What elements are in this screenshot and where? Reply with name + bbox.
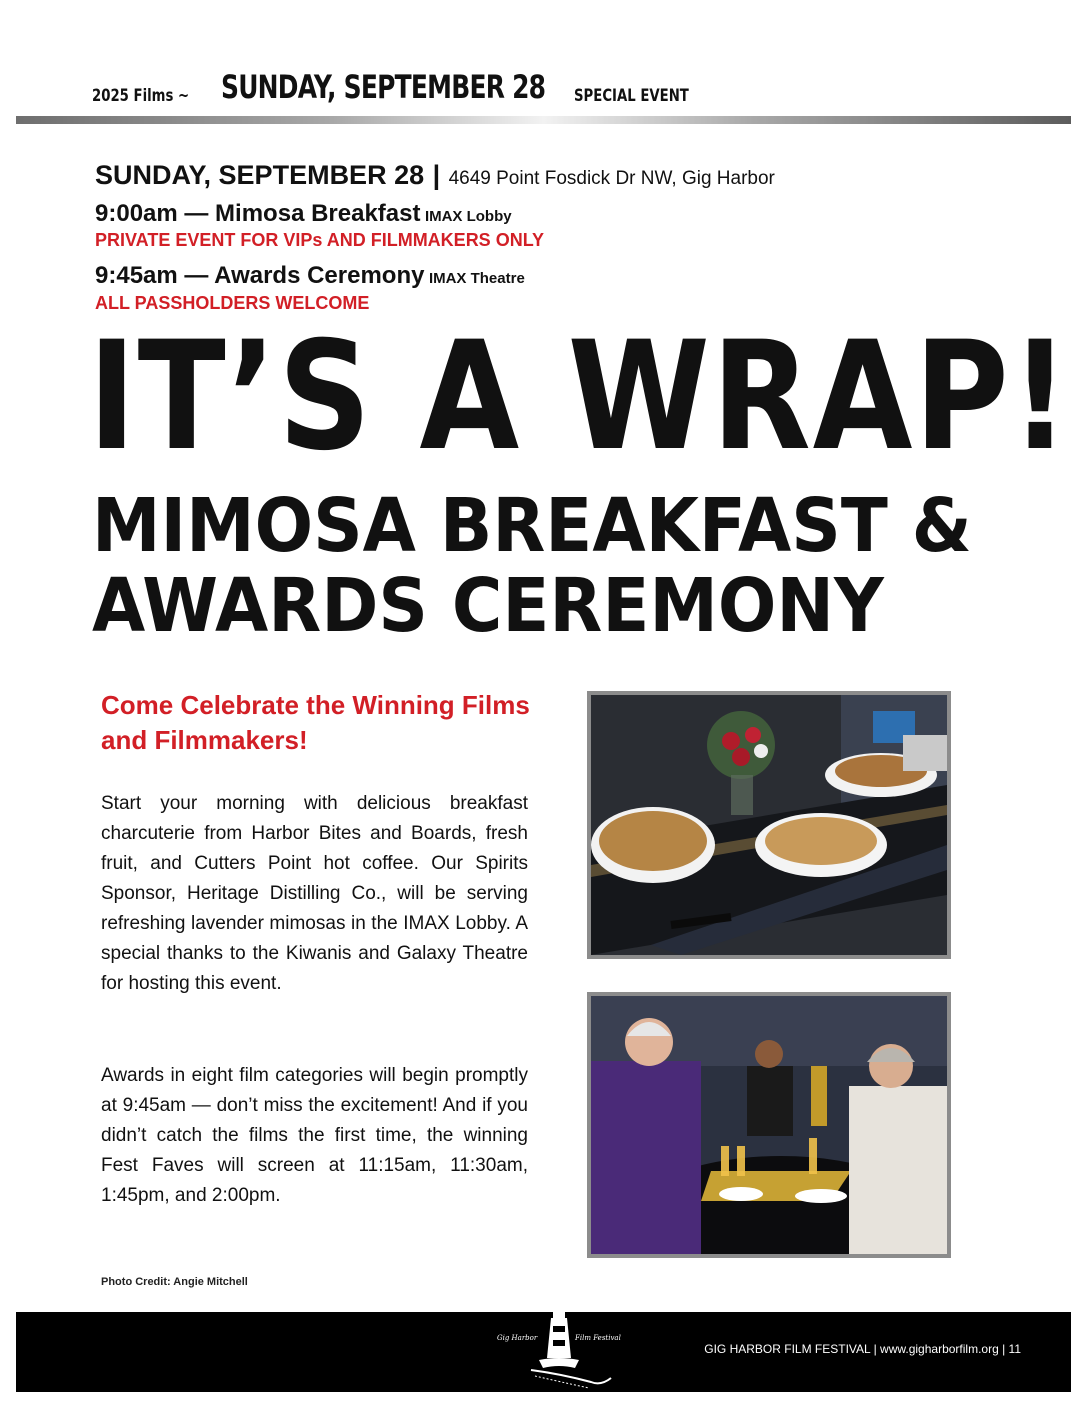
logo-text-right: Film Festival <box>575 1334 621 1342</box>
header-date: SUNDAY, SEPTEMBER 28 <box>220 68 545 106</box>
subtitle-line-2: AWARDS CEREMONY <box>92 563 884 649</box>
paragraph-awards: Awards in eight film categories will begin promptly at 9:45am — don’t miss the excitement! And if you didn’t catch the films the first time, the winning Fest Faves will screen at 11:15am, 11:30am, 1:45pm, and 2:00pm. <box>101 1065 528 1206</box>
page-footer <box>16 1312 1071 1392</box>
footer-text: GIG HARBOR FILM FESTIVAL | www.gigharborfilm.org | 11 <box>704 1342 1021 1356</box>
breakfast-table-photo <box>587 691 951 959</box>
festival-logo <box>491 1312 621 1392</box>
schedule-note-awards: ALL PASSHOLDERS WELCOME <box>95 293 370 313</box>
celebrate-heading: Come Celebrate the Winning Films and Filmmakers! <box>101 690 530 755</box>
header-films-label: 2025 Films ~ <box>92 86 190 106</box>
subtitle <box>92 483 972 649</box>
logo-text-left: Gig Harbor <box>497 1334 538 1342</box>
schedule-location: IMAX Theatre <box>428 270 525 287</box>
schedule-time-title: 9:45am — Awards Ceremony <box>95 262 425 289</box>
event-date-line <box>95 160 775 191</box>
schedule-note-breakfast: PRIVATE EVENT FOR VIPs AND FILMMAKERS ONLY <box>95 230 545 250</box>
guests-photo <box>587 992 951 1258</box>
breakfast-table-image <box>591 695 947 955</box>
schedule-location: IMAX Lobby <box>424 208 512 225</box>
schedule-item-awards <box>95 262 525 290</box>
guests-image <box>591 996 947 1254</box>
header-rule <box>16 116 1071 124</box>
schedule-time-title: 9:00am — Mimosa Breakfast <box>95 200 421 227</box>
event-address: 4649 Point Fosdick Dr NW, Gig Harbor <box>448 168 775 189</box>
event-date: SUNDAY, SEPTEMBER 28 <box>95 160 425 190</box>
main-title: IT’S A WRAP! <box>88 310 1072 484</box>
paragraph-breakfast: Start your morning with delicious breakfast charcuterie from Harbor Bites and Boards, fresh fruit, and Cutters Point hot coffee. Our Spirits Sponsor, Heritage Distilling Co., will be serving refreshing lavender mimosas in the IMAX Lobby. A special thanks to the Kiwanis and Galaxy Theatre for hosting this event. <box>101 793 528 994</box>
photo-credit: Photo Credit: Angie Mitchell <box>101 1276 248 1288</box>
schedule-item-breakfast <box>95 200 512 228</box>
subtitle-line-1: MIMOSA BREAKFAST & <box>92 483 972 569</box>
page-header <box>92 66 721 106</box>
header-tag: SPECIAL EVENT <box>574 86 690 106</box>
event-separator: | <box>432 160 441 190</box>
